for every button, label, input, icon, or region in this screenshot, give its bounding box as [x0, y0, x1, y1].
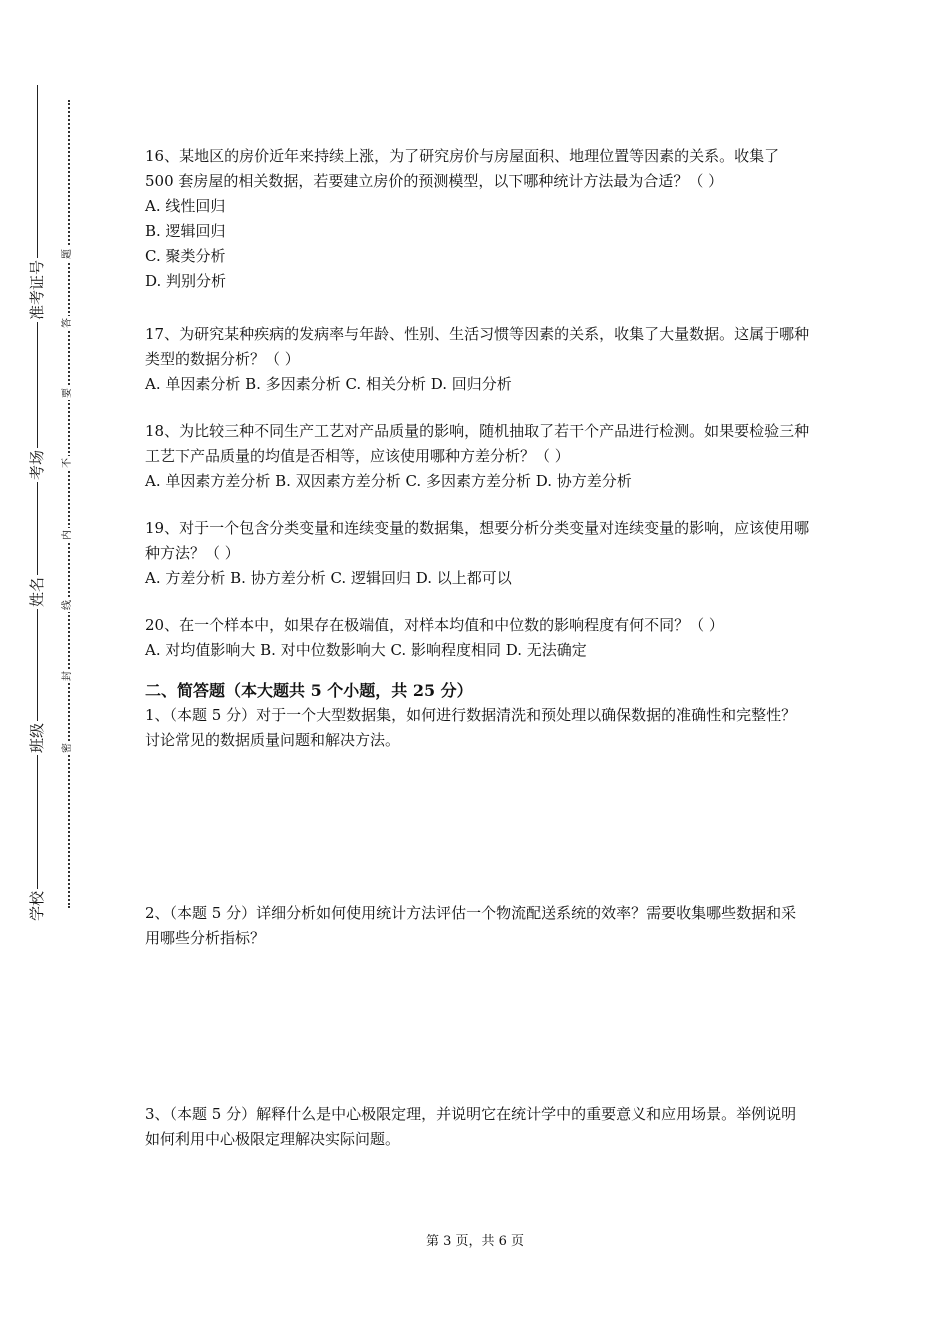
- option-c: C. 聚类分析: [145, 247, 226, 265]
- binding-dotted-line: [68, 100, 70, 908]
- page-footer: 第 3 页，共 6 页: [425, 1234, 525, 1249]
- short-answer-3: [145, 1102, 810, 1152]
- question-stem: 20、在一个样本中，如果存在极端值，对样本均值和中位数的影响程度有何不同？（ ）: [145, 616, 724, 634]
- field-exam-room-label: 考场: [28, 449, 46, 481]
- option-b: B. 逻辑回归: [145, 222, 226, 240]
- seal-char: 内: [62, 530, 73, 540]
- seal-char: 要: [62, 388, 73, 398]
- options-line: A. 方差分析 B. 协方差分析 C. 逻辑回归 D. 以上都可以: [145, 569, 512, 587]
- seal-char: 题: [62, 249, 73, 259]
- seal-char: 线: [62, 600, 73, 610]
- question-16: [145, 144, 810, 294]
- question-stem: 19、对于一个包含分类变量和连续变量的数据集，想要分析分类变量对连续变量的影响，应该使用哪种方法？（ ）: [145, 519, 810, 562]
- seal-char: 封: [62, 671, 73, 681]
- question-stem: 18、为比较三种不同生产工艺对产品质量的影响，随机抽取了若干个产品进行检测。如果要检验三种工艺下产品质量的均值是否相等，应该使用哪种方差分析？（ ）: [145, 422, 810, 465]
- field-class-label: 班级: [28, 722, 46, 754]
- exam-content: [145, 144, 810, 1152]
- short-answer-question: 3、（本题 5 分）解释什么是中心极限定理，并说明它在统计学中的重要意义和应用场景。举例说明如何利用中心极限定理解决实际问题。: [145, 1105, 797, 1148]
- section-2-title: 二、简答题（本大题共 5 个小题，共 25 分）: [145, 681, 473, 700]
- short-answer-2: [145, 901, 810, 1102]
- field-name-label: 姓名: [28, 576, 46, 608]
- options-line: A. 单因素分析 B. 多因素分析 C. 相关分析 D. 回归分析: [145, 375, 512, 393]
- binding-margin: [0, 0, 95, 1344]
- binding-solid-line: [37, 85, 38, 923]
- options-line: A. 单因素方差分析 B. 双因素方差分析 C. 多因素方差分析 D. 协方差分析: [145, 472, 632, 490]
- seal-char: 答: [62, 318, 73, 328]
- question-18: [145, 419, 810, 494]
- short-answer-question: 2、（本题 5 分）详细分析如何使用统计方法评估一个物流配送系统的效率？需要收集哪些数据和采用哪些分析指标？: [145, 904, 797, 947]
- question-17: [145, 322, 810, 397]
- option-d: D. 判别分析: [145, 272, 227, 290]
- short-answer-question: 1、（本题 5 分）对于一个大型数据集，如何进行数据清洗和预处理以确保数据的准确性和完整性？讨论常见的数据质量问题和解决方法。: [145, 706, 797, 749]
- question-20: [145, 613, 810, 663]
- question-stem: 17、为研究某种疾病的发病率与年龄、性别、生活习惯等因素的关系，收集了大量数据。这属于哪种类型的数据分析？（ ）: [145, 325, 810, 368]
- field-exam-number-label: 准考证号: [28, 259, 46, 321]
- question-stem: 16、某地区的房价近年来持续上涨，为了研究房价与房屋面积、地理位置等因素的关系。收集了 500 套房屋的相关数据，若要建立房价的预测模型，以下哪种统计方法最为合适？（ ）: [145, 147, 780, 190]
- field-school-label: 学校: [28, 890, 46, 922]
- option-a: A. 线性回归: [145, 197, 226, 215]
- seal-char: 不: [62, 458, 73, 468]
- options-line: A. 对均值影响大 B. 对中位数影响大 C. 影响程度相同 D. 无法确定: [145, 641, 587, 659]
- seal-char: 密: [62, 743, 73, 753]
- short-answer-1: [145, 703, 810, 901]
- question-19: [145, 516, 810, 591]
